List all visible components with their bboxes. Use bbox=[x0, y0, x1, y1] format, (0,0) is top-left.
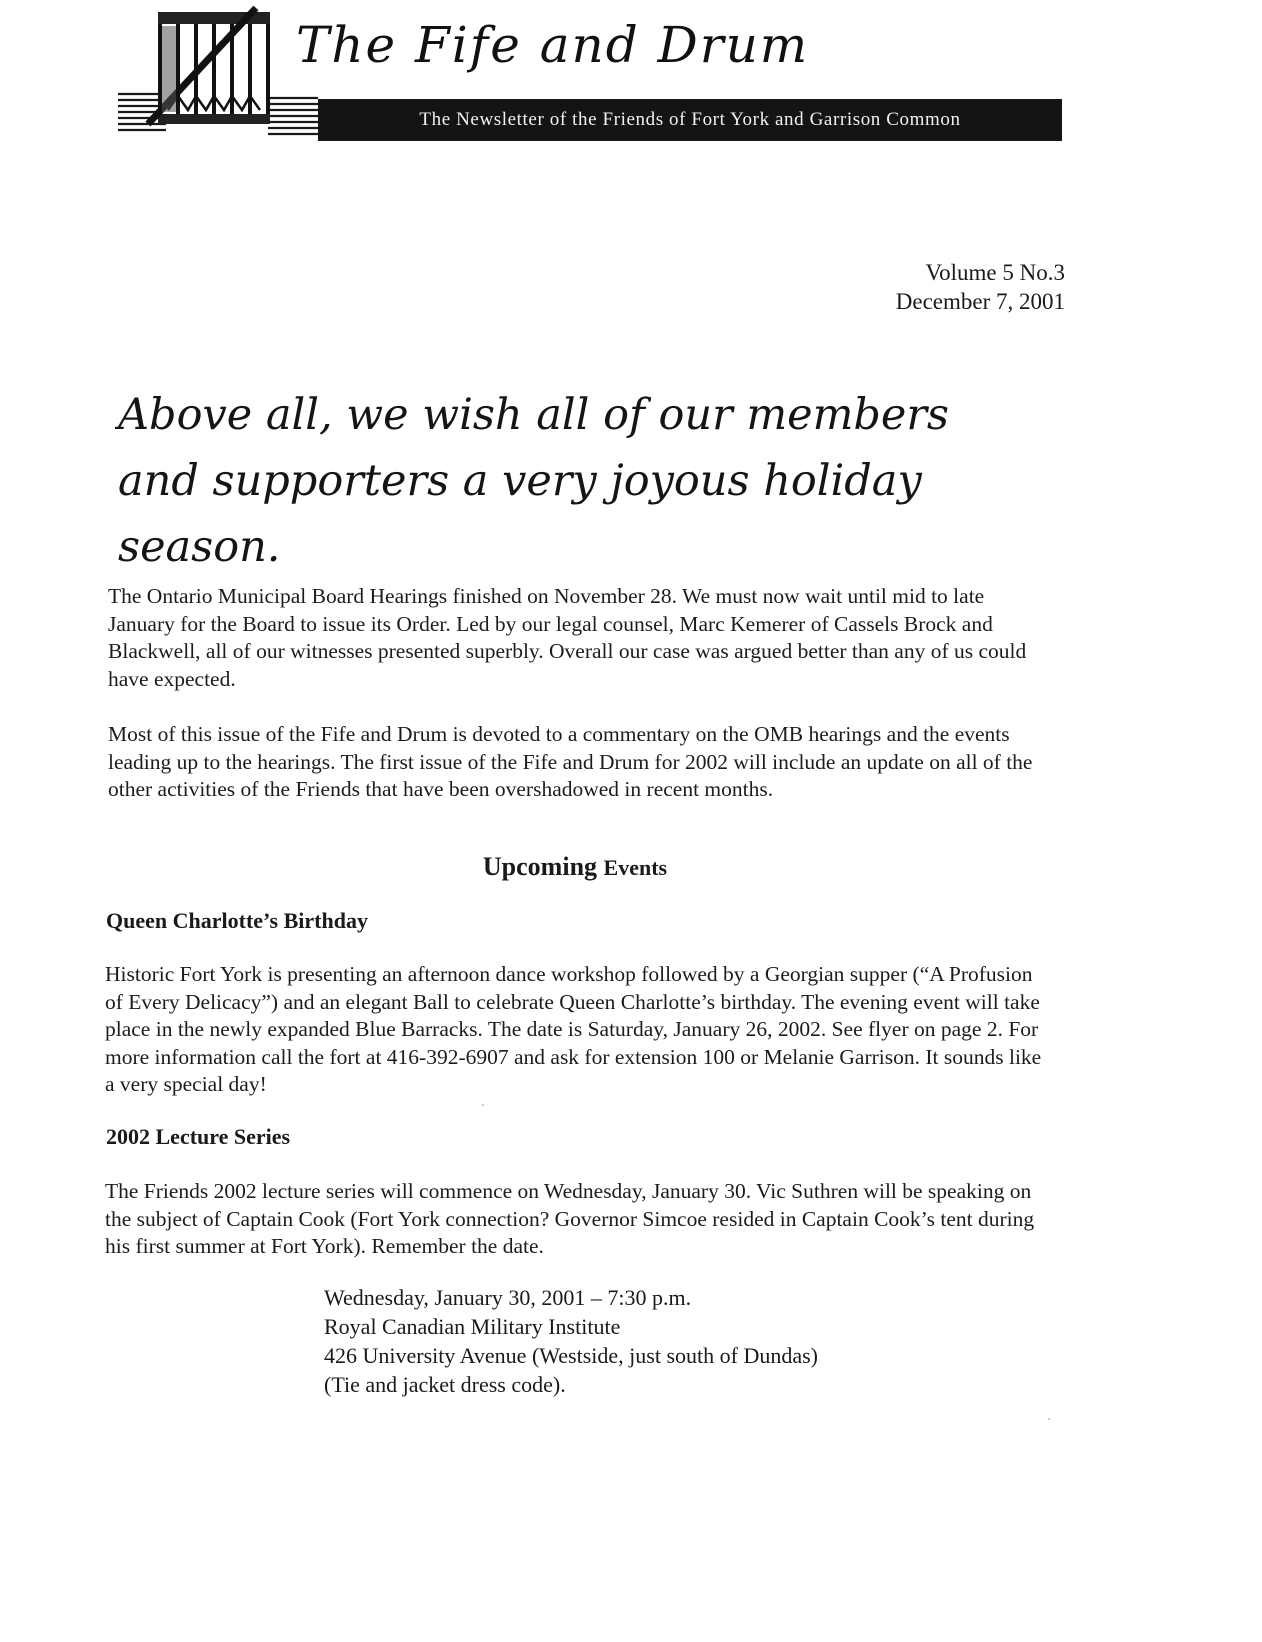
lecture-dress-code: (Tie and jacket dress code). bbox=[324, 1372, 566, 1397]
issue-date: December 7, 2001 bbox=[895, 289, 1065, 314]
lecture-details bbox=[324, 1283, 818, 1399]
paragraph-issue-overview: Most of this issue of the Fife and Drum is devoted to a commentary on the OMB hearings and the events leading up to the hearings. The first issue of the Fife and Drum for 2002 will include an update on all of the other activities of the Friends that have been overshadowed in recent months. bbox=[108, 722, 1033, 801]
newsletter-title: The Fife and Drum bbox=[296, 16, 810, 74]
drum-icon bbox=[118, 6, 318, 146]
issue-volume: Volume 5 No.3 bbox=[925, 260, 1065, 285]
scan-speck bbox=[482, 1104, 484, 1106]
heading-small: Events bbox=[603, 855, 668, 880]
event-title-lecture-series: 2002 Lecture Series bbox=[106, 1124, 291, 1149]
lecture-address: 426 University Avenue (Westside, just south of Dundas) bbox=[324, 1343, 818, 1368]
scan-speck bbox=[1048, 1418, 1050, 1420]
event-body-lecture-series: The Friends 2002 lecture series will commence on Wednesday, January 30. Vic Suthren will be speaking on the subject of Captain Cook (Fort York connection? Governor Simcoe resided in Captain Cook’s tent during his first summer at Fort York). Remember the date. bbox=[105, 1179, 1035, 1258]
lecture-venue: Royal Canadian Military Institute bbox=[324, 1314, 621, 1339]
holiday-greeting: Above all, we wish all of our members and supporters a very joyous holiday season. bbox=[118, 390, 949, 572]
lecture-date-time: Wednesday, January 30, 2001 – 7:30 p.m. bbox=[324, 1285, 692, 1310]
issue-info bbox=[896, 258, 1065, 316]
event-title-queen-charlotte: Queen Charlotte’s Birthday bbox=[106, 908, 368, 933]
section-heading-upcoming-events bbox=[0, 852, 1150, 882]
heading-main: Upcoming bbox=[482, 852, 598, 881]
masthead bbox=[118, 6, 1062, 146]
event-body-queen-charlotte: Historic Fort York is presenting an afternoon dance workshop followed by a Georgian supper (“A Profusion of Every Delicacy”) and an elegant Ball to celebrate Queen Charlotte’s birthday. The evening event will take place in the newly expanded Blue Barracks. The date is Saturday, January 26, 2002. See flyer on page 2. For more information call the fort at 416-392-6907 and ask for extension 100 or Melanie Garrison. It sounds like a very special day! bbox=[105, 962, 1042, 1096]
newsletter-subtitle-banner: The Newsletter of the Friends of Fort York and Garrison Common bbox=[318, 99, 1062, 141]
paragraph-omb-hearings: The Ontario Municipal Board Hearings finished on November 28. We must now wait until mid to late January for the Board to issue its Order. Led by our legal counsel, Marc Kemerer of Cassels Brock and Blackwell, all of our witnesses presented superbly. Overall our case was argued better than any of us could have expected. bbox=[108, 584, 1027, 691]
